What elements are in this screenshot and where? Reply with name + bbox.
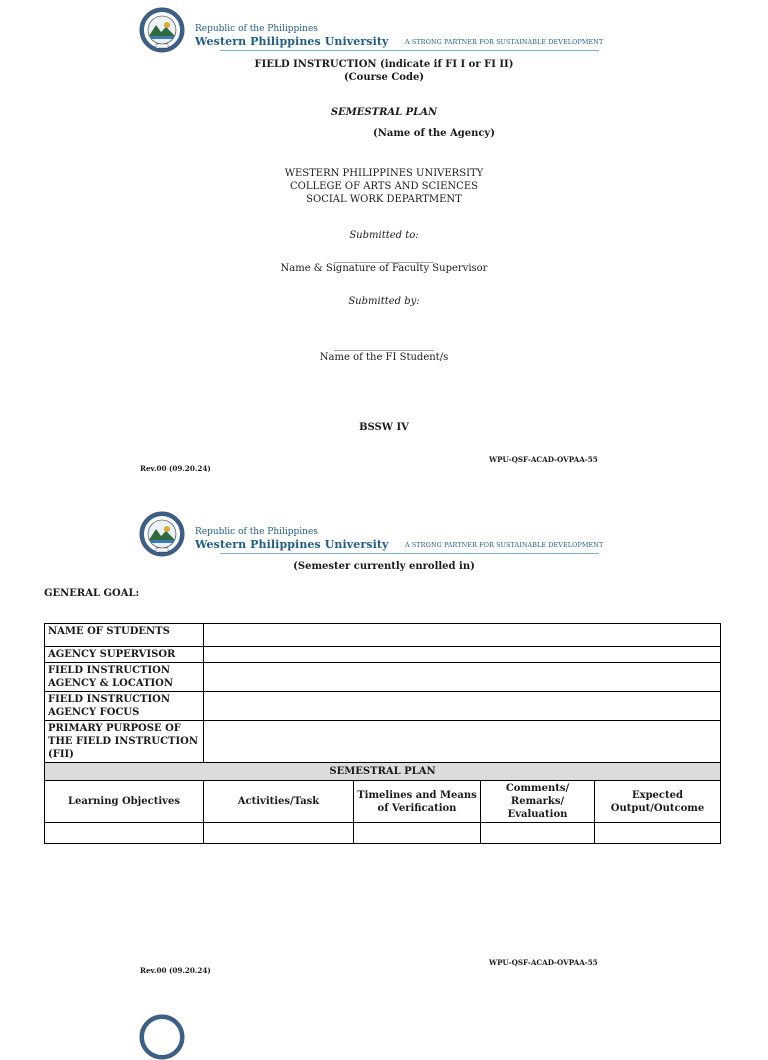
university-name: Western Philippines University (195, 35, 389, 48)
course-title: FIELD INSTRUCTION (indicate if FI I or FI II) (254, 59, 514, 70)
table-row (45, 624, 721, 647)
year-level: BSSW IV (359, 422, 409, 433)
header-rule (220, 553, 599, 554)
table-row (45, 721, 721, 763)
table-row (45, 823, 721, 844)
agency-supervisor-cell[interactable] (204, 647, 721, 663)
student-signature-line: ____________________ (334, 340, 434, 351)
column-header: Timelines and Means of Verification (354, 781, 481, 823)
column-header: Activities/Task (204, 781, 354, 823)
table-row (45, 663, 721, 692)
table-cell[interactable] (481, 823, 595, 844)
student-name-label: Name of the FI Student/s (319, 352, 449, 363)
student-names-cell[interactable] (204, 624, 721, 647)
republic-text: Republic of the Philippines (195, 24, 318, 34)
university-seal-icon (139, 511, 185, 557)
row-label: FIELD INSTRUCTION AGENCY & LOCATION (45, 663, 204, 692)
course-code: (Course Code) (343, 72, 425, 83)
table-row (45, 647, 721, 663)
row-label: FIELD INSTRUCTION AGENCY FOCUS (45, 692, 204, 721)
table-cell[interactable] (595, 823, 721, 844)
table-row (45, 692, 721, 721)
university-tagline: A STRONG PARTNER FOR SUSTAINABLE DEVELOPMENT (405, 541, 604, 549)
submitted-by-label: Submitted by: (348, 296, 420, 307)
university-name: Western Philippines University (195, 538, 389, 551)
form-code: WPU-QSF-ACAD-OVPAA-55 (489, 455, 598, 464)
general-goal-label: GENERAL GOAL: (44, 588, 140, 599)
table-cell[interactable] (45, 823, 204, 844)
submitted-to-label: Submitted to: (349, 230, 419, 241)
header-rule (220, 50, 599, 51)
table-cell[interactable] (204, 823, 354, 844)
revision-label: Rev.00 (09.20.24) (140, 966, 211, 975)
revision-label: Rev.00 (09.20.24) (140, 464, 211, 473)
university-seal-icon (139, 7, 185, 53)
semester-label: (Semester currently enrolled in) (293, 561, 475, 572)
column-header: Comments/ Remarks/ Evaluation (481, 781, 595, 823)
primary-purpose-cell[interactable] (204, 721, 721, 763)
column-header: Learning Objectives (45, 781, 204, 823)
row-label: AGENCY SUPERVISOR (45, 647, 204, 663)
row-label: PRIMARY PURPOSE OF THE FIELD INSTRUCTION (FII) (45, 721, 204, 763)
university-seal-icon (139, 1014, 185, 1060)
faculty-supervisor-label: Name & Signature of Faculty Supervisor (280, 263, 488, 274)
column-header: Expected Output/Outcome (595, 781, 721, 823)
table-header-row (45, 781, 721, 823)
institution-line-3: SOCIAL WORK DEPARTMENT (306, 194, 462, 205)
table-row (45, 763, 721, 781)
semestral-plan-section-title: SEMESTRAL PLAN (45, 763, 721, 781)
institution-line-1: WESTERN PHILIPPINES UNIVERSITY (284, 168, 484, 179)
form-code: WPU-QSF-ACAD-OVPAA-55 (489, 958, 598, 967)
agency-location-cell[interactable] (204, 663, 721, 692)
university-tagline: A STRONG PARTNER FOR SUSTAINABLE DEVELOPMENT (405, 38, 604, 46)
institution-line-2: COLLEGE OF ARTS AND SCIENCES (290, 181, 478, 192)
table-cell[interactable] (354, 823, 481, 844)
agency-focus-cell[interactable] (204, 692, 721, 721)
row-label: NAME OF STUDENTS (45, 624, 204, 647)
agency-name: (Name of the Agency) (373, 128, 495, 139)
faculty-signature-line: ____________________ (334, 252, 434, 263)
semestral-plan-table (44, 623, 721, 844)
republic-text: Republic of the Philippines (195, 527, 318, 537)
semestral-plan-heading: SEMESTRAL PLAN (330, 107, 438, 118)
